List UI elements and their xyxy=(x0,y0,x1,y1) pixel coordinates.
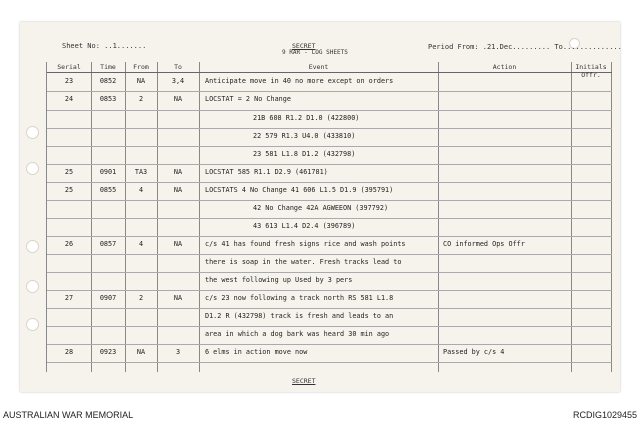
serial-cell: 24 xyxy=(64,95,74,103)
log-table xyxy=(46,62,612,372)
col-header-initials: Initials Offr. xyxy=(575,63,607,79)
serial-cell: 28 xyxy=(64,348,74,356)
time-cell: 0855 xyxy=(99,186,117,194)
row-rule xyxy=(47,146,612,147)
col-header-action: Action xyxy=(492,63,517,71)
event-line: area in which a dog bark was heard 30 min ago xyxy=(205,330,390,338)
serial-cell: 25 xyxy=(64,186,74,194)
row-rule xyxy=(47,254,612,255)
serial-cell: 25 xyxy=(64,168,74,176)
row-rule xyxy=(47,362,612,363)
event-line: D1.2 R (432798) track is fresh and leads to an xyxy=(205,312,394,320)
row-rule xyxy=(47,218,612,219)
punch-hole xyxy=(26,162,39,175)
to-cell: NA xyxy=(173,240,183,248)
row-rule xyxy=(47,128,612,129)
event-line: 23 581 L1.8 D1.2 (432798) xyxy=(253,150,356,158)
time-cell: 0852 xyxy=(99,77,117,85)
unit-right: LOG SHEETS xyxy=(311,49,348,56)
to-cell: NA xyxy=(173,95,183,103)
event-line: 6 elms in action move now xyxy=(205,348,308,356)
row-rule xyxy=(47,272,612,273)
row-rule xyxy=(47,200,612,201)
to-cell: 3 xyxy=(175,348,181,356)
event-line: LOCSTATS 4 No Change 41 606 L1.5 D1.9 (395791) xyxy=(205,186,394,194)
row-rule xyxy=(47,290,612,291)
action-cell: CO informed Ops Offr xyxy=(443,240,525,248)
event-line: LOCSTAT = 2 No Change xyxy=(205,95,291,103)
time-cell: 0923 xyxy=(99,348,117,356)
to-cell: NA xyxy=(173,186,183,194)
unit-left: 9 RAR xyxy=(282,49,301,56)
serial-cell: 27 xyxy=(64,294,74,302)
serial-cell: 23 xyxy=(64,77,74,85)
row-rule xyxy=(47,110,612,111)
time-cell: 0857 xyxy=(99,240,117,248)
event-line: 42 No Change 42A AGWEEON (397792) xyxy=(253,204,389,212)
time-cell: 0901 xyxy=(99,168,117,176)
to-cell: NA xyxy=(173,168,183,176)
period-field: Period From: .21.Dec......... To.............. xyxy=(428,43,622,51)
event-line: c/s 41 has found fresh signs rice and wash points xyxy=(205,240,406,248)
sheet-number: Sheet No: ..1....... xyxy=(62,42,147,50)
row-rule xyxy=(47,326,612,327)
classification-bottom: SECRET xyxy=(292,377,316,385)
to-cell: 3,4 xyxy=(171,77,185,85)
col-header-event: Event xyxy=(308,63,329,71)
archive-credit: AUSTRALIAN WAR MEMORIAL xyxy=(3,410,134,420)
event-line: 22 579 R1.3 U4.0 (433810) xyxy=(253,132,356,140)
event-line: 21B 608 R1.2 D1.0 (422800) xyxy=(253,114,360,122)
row-rule xyxy=(47,164,612,165)
col-header-time: Time xyxy=(100,63,116,71)
serial-cell: 26 xyxy=(64,240,74,248)
classification-top: SECRET xyxy=(292,42,316,50)
row-rule xyxy=(47,91,612,92)
unit-title xyxy=(282,49,348,56)
action-cell: Passed by c/s 4 xyxy=(443,348,505,356)
archive-id: RCDIG1029455 xyxy=(572,410,637,420)
row-rule xyxy=(47,182,612,183)
from-cell: NA xyxy=(136,77,146,85)
event-line: c/s 23 now following a track north RS 581 L1.8 xyxy=(205,294,394,302)
col-header-from: From xyxy=(133,63,149,71)
time-cell: 0907 xyxy=(99,294,117,302)
from-cell: TA3 xyxy=(134,168,148,176)
unit-separator: - xyxy=(304,49,308,56)
row-rule xyxy=(47,236,612,237)
col-header-to: To xyxy=(174,63,182,71)
to-cell: NA xyxy=(173,294,183,302)
from-cell: 2 xyxy=(138,95,144,103)
punch-hole xyxy=(26,126,39,139)
from-cell: 4 xyxy=(138,186,144,194)
from-cell: 2 xyxy=(138,294,144,302)
col-header-serial: Serial xyxy=(57,63,81,71)
event-line: 43 613 L1.4 D2.4 (396789) xyxy=(253,222,356,230)
event-line: LOCSTAT 585 R1.1 D2.9 (461781) xyxy=(205,168,328,176)
from-cell: 4 xyxy=(138,240,144,248)
punch-hole xyxy=(26,240,39,253)
row-rule xyxy=(47,344,612,345)
event-line: Anticipate move in 40 no more except on orders xyxy=(205,77,394,85)
time-cell: 0853 xyxy=(99,95,117,103)
event-line: there is soap in the water. Fresh tracks lead to xyxy=(205,258,402,266)
header-rule xyxy=(47,72,612,73)
log-sheet-card xyxy=(20,22,620,392)
from-cell: NA xyxy=(136,348,146,356)
punch-hole xyxy=(26,280,39,293)
row-rule xyxy=(47,308,612,309)
punch-hole xyxy=(26,318,39,331)
event-line: the west following up Used by 3 pers xyxy=(205,276,353,284)
